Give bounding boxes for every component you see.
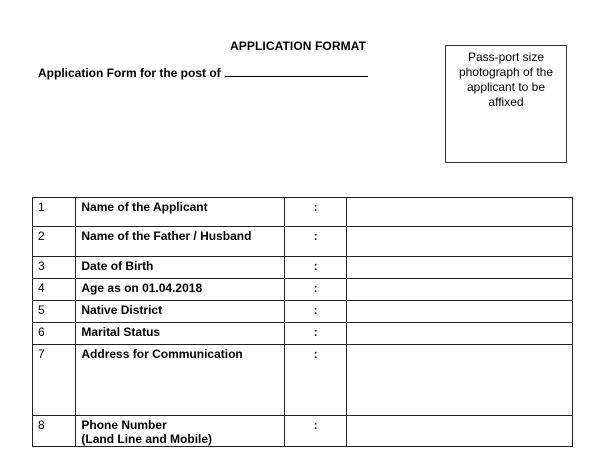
row-number: 5 [33, 301, 76, 323]
field-colon: : [285, 257, 347, 279]
table-row [33, 279, 573, 301]
field-value-applicant-name[interactable] [346, 198, 572, 227]
field-label-phone [76, 416, 285, 447]
table-row [33, 301, 573, 323]
field-label-line: Phone Number [81, 418, 167, 432]
post-of-label: Application Form for the post of [38, 66, 221, 80]
row-number: 4 [33, 279, 76, 301]
row-number: 1 [33, 198, 76, 227]
field-label: Name of the Applicant [76, 198, 285, 227]
table-row [33, 345, 573, 416]
field-label: Native District [76, 301, 285, 323]
form-title: APPLICATION FORMAT [230, 39, 367, 53]
field-label: Age as on 01.04.2018 [76, 279, 285, 301]
field-label: Address for Communication [76, 345, 285, 416]
field-label: Marital Status [76, 323, 285, 345]
field-value-father-husband[interactable] [346, 227, 572, 257]
table-row [33, 198, 573, 227]
field-value-dob[interactable] [346, 257, 572, 279]
post-of-line [38, 66, 368, 80]
field-value-marital-status[interactable] [346, 323, 572, 345]
field-value-age[interactable] [346, 279, 572, 301]
field-label: Name of the Father / Husband [76, 227, 285, 257]
row-number: 7 [33, 345, 76, 416]
table-row [33, 227, 573, 257]
field-colon: : [285, 227, 347, 257]
field-colon: : [285, 416, 347, 447]
row-number: 2 [33, 227, 76, 257]
table-row [33, 416, 573, 447]
field-colon: : [285, 345, 347, 416]
post-name-blank[interactable] [225, 66, 368, 77]
photo-placeholder-text: Pass-port size photograph of the applicant to be affixed [458, 50, 554, 109]
application-form-table [32, 197, 573, 447]
field-colon: : [285, 323, 347, 345]
row-number: 3 [33, 257, 76, 279]
table-row [33, 257, 573, 279]
table-row [33, 323, 573, 345]
field-label-line: (Land Line and Mobile) [81, 432, 213, 446]
field-colon: : [285, 279, 347, 301]
row-number: 8 [33, 416, 76, 447]
field-label: Date of Birth [76, 257, 285, 279]
field-colon: : [285, 301, 347, 323]
field-colon: : [285, 198, 347, 227]
field-value-native-district[interactable] [346, 301, 572, 323]
row-number: 6 [33, 323, 76, 345]
field-value-address[interactable] [346, 345, 572, 416]
photo-placeholder-box [445, 45, 567, 163]
field-value-phone[interactable] [346, 416, 572, 447]
